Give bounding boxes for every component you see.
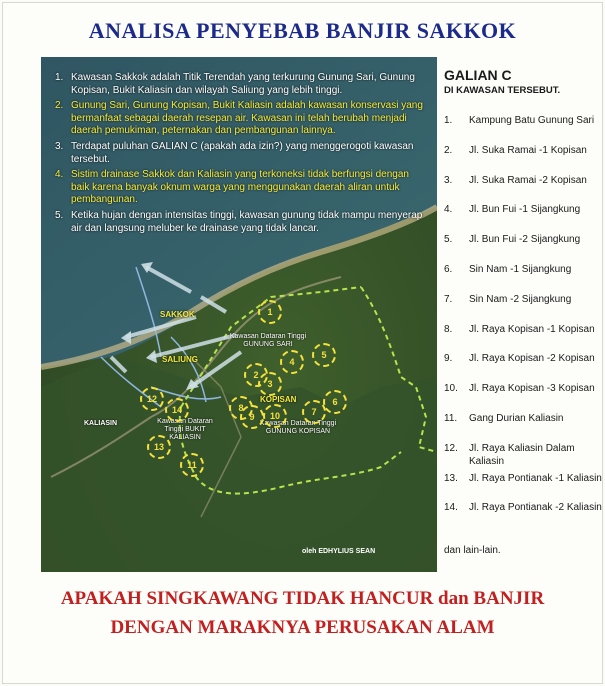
area-bukit-kaliasin: Kawasan Dataran Tinggi BUKIT KALIASIN [157, 418, 213, 441]
note-number: 5. [55, 209, 64, 221]
label-sakkok: SAKKOK [160, 310, 195, 319]
note-text: Gunung Sari, Gunung Kopisan, Bukit Kaliasin adalah kawasan konservasi yang bermanfaat sebagai daerah resepan air. Kawasan ini telah berubah menjadi daerah pemukiman, peternakan dan pembangunan lainnya. [71, 100, 423, 137]
galian-pin-9: 9 [240, 405, 264, 429]
galian-pin-6: 6 [323, 390, 347, 414]
note-number: 1. [55, 72, 64, 83]
list-item: 12. Jl. Raya Kaliasin Dalam Kaliasin [444, 442, 575, 467]
label-saliung: SALIUNG [162, 355, 198, 364]
list-item: 14. Jl. Raya Pontianak -2 Kaliasin [444, 502, 602, 514]
sidebar-title: GALIAN C [444, 67, 512, 83]
note-number: 2. [55, 100, 64, 112]
bottom-headline-line-2: DENGAN MARAKNYA PERUSAKAN ALAM [110, 617, 495, 638]
galian-pin-3: 3 [258, 372, 282, 396]
label-kaliasin: KALIASIN [84, 420, 118, 427]
note-number: 4. [55, 169, 64, 181]
note-number: 3. [55, 140, 64, 152]
sidebar-footer: dan lain-lain. [444, 545, 501, 556]
galian-list [444, 114, 602, 531]
note-text: Sistim drainase Sakkok dan Kaliasin yang terkoneksi tidak berfungsi dengan baik karena banyak oknum warga yang menggunakan daerah aliran untuk pembangunan. [71, 169, 409, 206]
list-item: 6. Sin Nam -1 Sijangkung [444, 263, 572, 275]
note-text: Kawasan Sakkok adalah Titik Terendah yang terkurung Gunung Sari, Gunung Kopisan, Bukit Kaliasin dan wilayah Saliung yang lebih tinggi. [71, 72, 415, 96]
page-title: ANALISA PENYEBAB BANJIR SAKKOK [88, 18, 517, 43]
note-item [55, 72, 430, 97]
analysis-notes [55, 72, 430, 238]
note-item [55, 169, 430, 207]
list-item: 13. Jl. Raya Pontianak -1 Kaliasin [444, 472, 602, 484]
galian-sidebar [444, 67, 602, 556]
note-item [55, 210, 430, 235]
list-item: 10. Jl. Raya Kopisan -3 Kopisan [444, 383, 595, 395]
label-kopisan: KOPISAN [260, 395, 297, 404]
list-item: 7. Sin Nam -2 Sijangkung [444, 293, 572, 305]
area-gunung-sari: Kawasan Dataran Tinggi GUNUNG SARI [229, 333, 307, 348]
note-item [55, 141, 430, 166]
list-item: 9. Jl. Raya Kopisan -2 Kopisan [444, 353, 595, 365]
area-gunung-kopisan: Kawasan Dataran Tinggi GUNUNG KOPISAN [259, 420, 337, 435]
galian-pin-4: 4 [280, 350, 304, 374]
galian-pin-5: 5 [312, 343, 336, 367]
list-item: 3. Jl. Suka Ramai -2 Kopisan [444, 174, 587, 186]
galian-pin-12: 12 [140, 387, 164, 411]
bottom-headline-line-1: APAKAH SINGKAWANG TIDAK HANCUR dan BANJIR [60, 588, 545, 609]
note-text: Ketika hujan dengan intensitas tinggi, kawasan gunung tidak mampu menyerap air dan langsung meluber ke drainase yang tidak lancar. [71, 209, 423, 234]
list-item: 5. Jl. Bun Fui -2 Sijangkung [444, 234, 581, 246]
list-item: 4. Jl. Bun Fui -1 Sijangkung [444, 204, 581, 216]
galian-pin-7: 7 [302, 400, 326, 424]
galian-pin-14: 14 [165, 398, 189, 422]
galian-pin-10: 10 [263, 404, 287, 428]
list-item: 1. Kampung Batu Gunung Sari [444, 115, 595, 126]
list-item: 11. Gang Durian Kaliasin [444, 412, 564, 424]
note-item [55, 100, 430, 138]
map-credit: oleh EDHYLIUS SEAN [302, 548, 376, 555]
galian-pin-8: 8 [229, 396, 253, 420]
galian-pin-1: 1 [258, 300, 282, 324]
sidebar-subtitle: DI KAWASAN TERSEBUT. [444, 85, 561, 96]
note-text: Terdapat puluhan GALIAN C (apakah ada izin?) yang menggerogoti kawasan tersebut. [71, 140, 414, 165]
galian-pin-13: 13 [147, 435, 171, 459]
list-item: 8. Jl. Raya Kopisan -1 Kopisan [444, 323, 595, 335]
galian-pin-11: 11 [180, 453, 204, 477]
list-item: 2. Jl. Suka Ramai -1 Kopisan [444, 144, 587, 156]
galian-pin-2: 2 [244, 363, 268, 387]
